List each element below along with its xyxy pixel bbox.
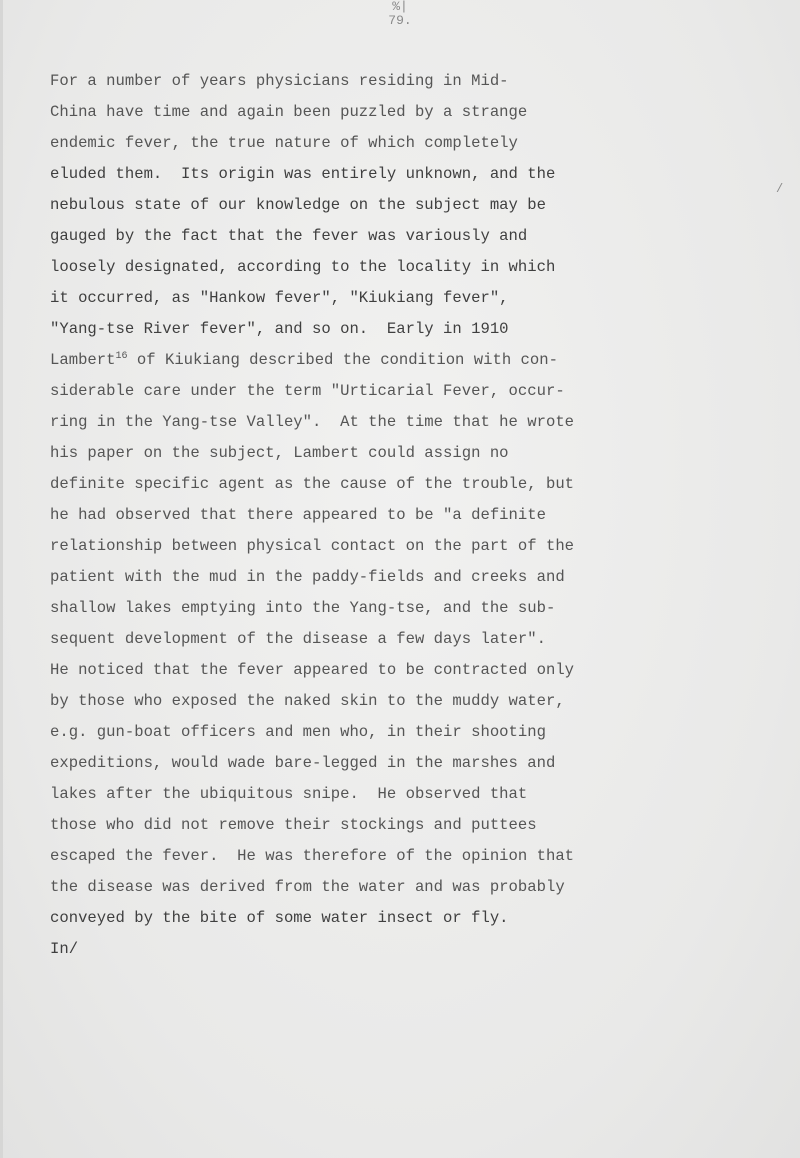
text-line: ring in the Yang-tse Valley". At the time that he wrote [50,413,575,431]
text-line: loosely designated, according to the locality in which [50,258,556,276]
text-line: his paper on the subject, Lambert could assign no [50,444,509,462]
text-line: sequent development of the disease a few days later". [50,630,546,648]
citation-author: Lambert [50,351,116,369]
text-line: definite specific agent as the cause of the trouble, but [50,475,575,493]
continuation-catchword: In/ [50,940,79,958]
text-line: expeditions, would wade bare-legged in the marshes and [50,754,556,772]
text-line: conveyed by the bite of some water insect or fly. [50,909,509,927]
text-line: the disease was derived from the water and was probably [50,878,565,896]
text-line: he had observed that there appeared to be "a definite [50,506,546,524]
margin-pencil-mark: / [776,182,784,196]
text-line: e.g. gun-boat officers and men who, in their shooting [50,723,546,741]
text-line: it occurred, as "Hankow fever", "Kiukiang fever", [50,289,509,307]
text-line: siderable care under the term "Urticarial Fever, occur- [50,382,565,400]
text-line: "Yang-tse River fever", and so on. Early in 1910 [50,320,509,338]
text-line: endemic fever, the true nature of which completely [50,134,518,152]
text-line: escaped the fever. He was therefore of the opinion that [50,847,575,865]
text-line: China have time and again been puzzled by a strange [50,103,528,121]
citation-ref: 16 [115,351,128,362]
typed-body-text [50,66,762,965]
text-line-with-citation [50,345,762,376]
text-line-rest: of Kiukiang described the condition with con- [136,351,558,369]
text-line: by those who exposed the naked skin to the muddy water, [50,692,565,710]
page-number: 79. [388,13,412,28]
text-line: nebulous state of our knowledge on the subject may be [50,196,546,214]
page-mark-top: %| [392,0,408,14]
text-line: lakes after the ubiquitous snipe. He observed that [50,785,528,803]
text-line: He noticed that the fever appeared to be contracted only [50,661,575,679]
text-line: For a number of years physicians residing in Mid- [50,72,509,90]
text-line: shallow lakes emptying into the Yang-tse, and the sub- [50,599,556,617]
text-line: gauged by the fact that the fever was variously and [50,227,528,245]
text-line: patient with the mud in the paddy-fields and creeks and [50,568,565,586]
page-left-edge [0,0,3,1158]
text-line: eluded them. Its origin was entirely unknown, and the [50,165,556,183]
text-line: relationship between physical contact on the part of the [50,537,575,555]
text-line: those who did not remove their stockings and puttees [50,816,537,834]
